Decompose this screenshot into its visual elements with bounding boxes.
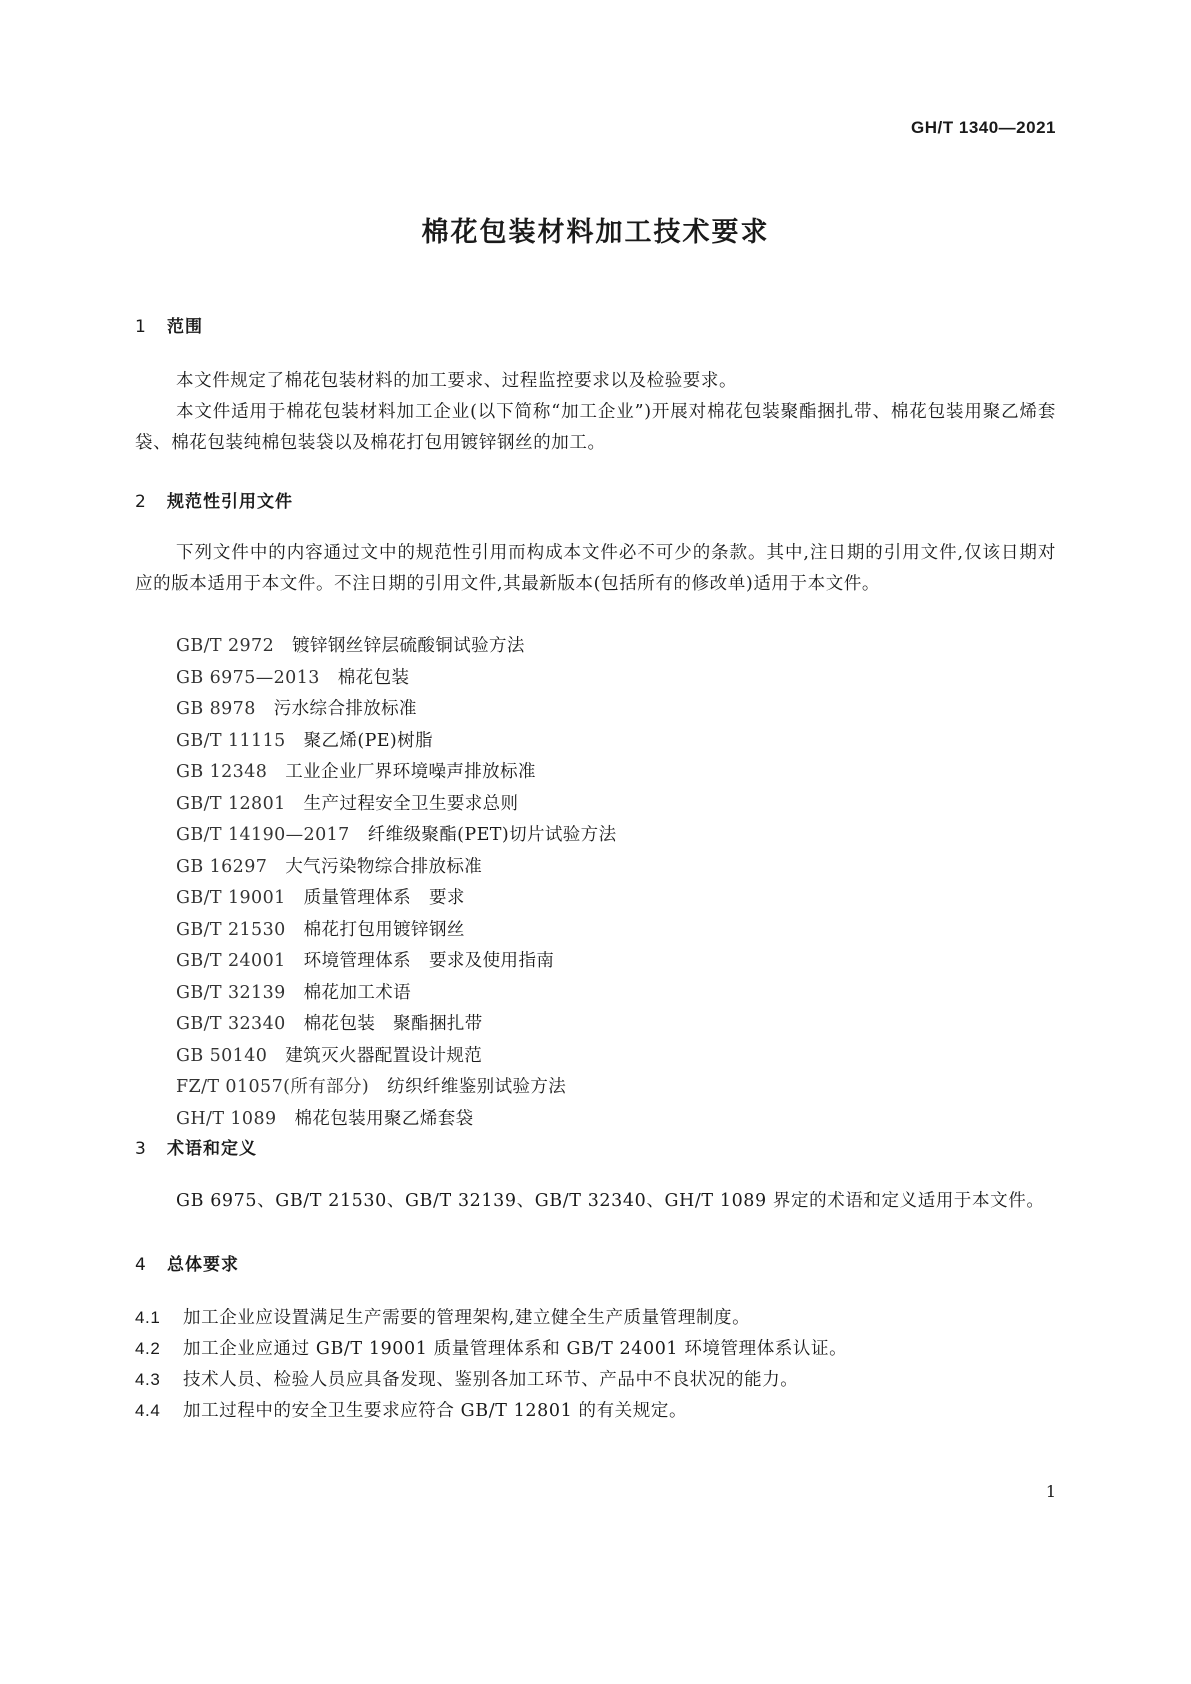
reference-item (176, 852, 616, 884)
clause-4-3 (135, 1366, 798, 1391)
clause-text: 加工企业应设置满足生产需要的管理架构,建立健全生产质量管理制度。 (183, 1308, 751, 1328)
section-title: 范围 (167, 317, 203, 337)
reference-code: GB/T 12801 (176, 793, 286, 814)
reference-title: 镀锌钢丝锌层硫酸铜试验方法 (292, 636, 525, 656)
reference-title: 建筑灭火器配置设计规范 (285, 1045, 483, 1066)
reference-title: 棉花包装用聚乙烯套袋 (294, 1108, 474, 1129)
section-number: 4 (135, 1255, 147, 1275)
standard-code: GH/T 1340—2021 (911, 118, 1056, 137)
section-3-heading (135, 1134, 257, 1159)
reference-title: 棉花加工术语 (303, 982, 412, 1003)
reference-code: GB/T 21530 (176, 919, 286, 940)
reference-item (176, 757, 616, 789)
reference-item (176, 1009, 616, 1041)
reference-title: 环境管理体系 要求及使用指南 (303, 951, 555, 971)
section-title: 术语和定义 (167, 1139, 257, 1159)
section-1-heading (135, 312, 203, 337)
clause-number: 4.1 (135, 1308, 161, 1327)
references-intro: 下列文件中的内容通过文中的规范性引用而构成本文件必不可少的条款。其中,注日期的引用文件,仅该日期对应的版本适用于本文件。不注日期的引用文件,其最新版本(包括所有的修改单)适用于本文件。 (135, 543, 1056, 594)
reference-item (176, 1041, 616, 1073)
clause-number: 4.2 (135, 1339, 161, 1358)
reference-code: GB/T 24001 (176, 951, 286, 971)
section-number: 3 (135, 1139, 147, 1159)
reference-code: GB/T 14190—2017 (176, 825, 350, 845)
reference-title: 棉花打包用镀锌钢丝 (303, 919, 465, 940)
reference-code: GB/T 19001 (176, 888, 286, 908)
reference-title: 棉花包装 (337, 667, 410, 688)
reference-item (176, 694, 616, 726)
reference-title: 工业企业厂界环境噪声排放标准 (285, 762, 536, 782)
reference-item (176, 978, 616, 1010)
reference-title: 大气污染物综合排放标准 (285, 856, 483, 877)
reference-title: 污水综合排放标准 (273, 699, 417, 719)
reference-item (176, 915, 616, 947)
section-number: 1 (135, 317, 147, 337)
reference-code: GB 12348 (176, 762, 268, 782)
reference-code: GH/T 1089 (176, 1108, 277, 1129)
clause-4-1 (135, 1304, 750, 1329)
clause-4-4 (135, 1397, 687, 1422)
reference-item (176, 663, 616, 695)
reference-item (176, 883, 616, 915)
normative-references-list (176, 631, 616, 1135)
terms-paragraph: GB 6975、GB/T 21530、GB/T 32139、GB/T 32340、GH/T 1089 界定的术语和定义适用于本文件。 (176, 1191, 1045, 1211)
section-title: 总体要求 (167, 1255, 239, 1275)
reference-item (176, 946, 616, 978)
scope-paragraph-1: 本文件规定了棉花包装材料的加工要求、过程监控要求以及检验要求。 (176, 371, 738, 391)
reference-code: GB/T 32139 (176, 982, 286, 1003)
section-number: 2 (135, 492, 147, 512)
clause-number: 4.4 (135, 1401, 161, 1420)
clause-text: 加工过程中的安全卫生要求应符合 GB/T 12801 的有关规定。 (183, 1401, 688, 1421)
clause-4-2 (135, 1335, 847, 1360)
page-number: 1 (1045, 1482, 1056, 1501)
reference-title: 纤维级聚酯(PET)切片试验方法 (367, 825, 617, 845)
reference-code: GB/T 2972 (176, 636, 275, 656)
reference-code: GB 50140 (176, 1045, 268, 1066)
clause-text: 技术人员、检验人员应具备发现、鉴别各加工环节、产品中不良状况的能力。 (183, 1370, 799, 1390)
clause-number: 4.3 (135, 1370, 161, 1389)
reference-code: GB/T 11115 (176, 730, 286, 751)
document-title: 棉花包装材料加工技术要求 (421, 217, 770, 248)
reference-code: GB 16297 (176, 856, 268, 877)
reference-title: 质量管理体系 要求 (303, 888, 465, 908)
reference-title: 纺织纤维鉴别试验方法 (387, 1077, 567, 1097)
reference-title: 棉花包装 聚酯捆扎带 (303, 1014, 483, 1034)
reference-item (176, 726, 616, 758)
reference-code: FZ/T 01057(所有部分) (176, 1077, 370, 1097)
reference-item (176, 789, 616, 821)
reference-title: 聚乙烯(PE)树脂 (303, 730, 433, 751)
reference-item (176, 1072, 616, 1104)
reference-item (176, 631, 616, 663)
reference-title: 生产过程安全卫生要求总则 (303, 793, 519, 814)
reference-code: GB/T 32340 (176, 1014, 286, 1034)
reference-item (176, 1104, 616, 1136)
reference-item (176, 820, 616, 852)
section-2-heading (135, 487, 293, 512)
section-4-heading (135, 1250, 239, 1275)
reference-code: GB 6975—2013 (176, 667, 320, 688)
scope-paragraph-2: 本文件适用于棉花包装材料加工企业(以下简称“加工企业”)开展对棉花包装聚酯捆扎带、棉花包装用聚乙烯套袋、棉花包装纯棉包装袋以及棉花打包用镀锌钢丝的加工。 (135, 402, 1056, 453)
section-title: 规范性引用文件 (167, 492, 293, 512)
reference-code: GB 8978 (176, 699, 256, 719)
clause-text: 加工企业应通过 GB/T 19001 质量管理体系和 GB/T 24001 环境管理体系认证。 (183, 1339, 848, 1359)
